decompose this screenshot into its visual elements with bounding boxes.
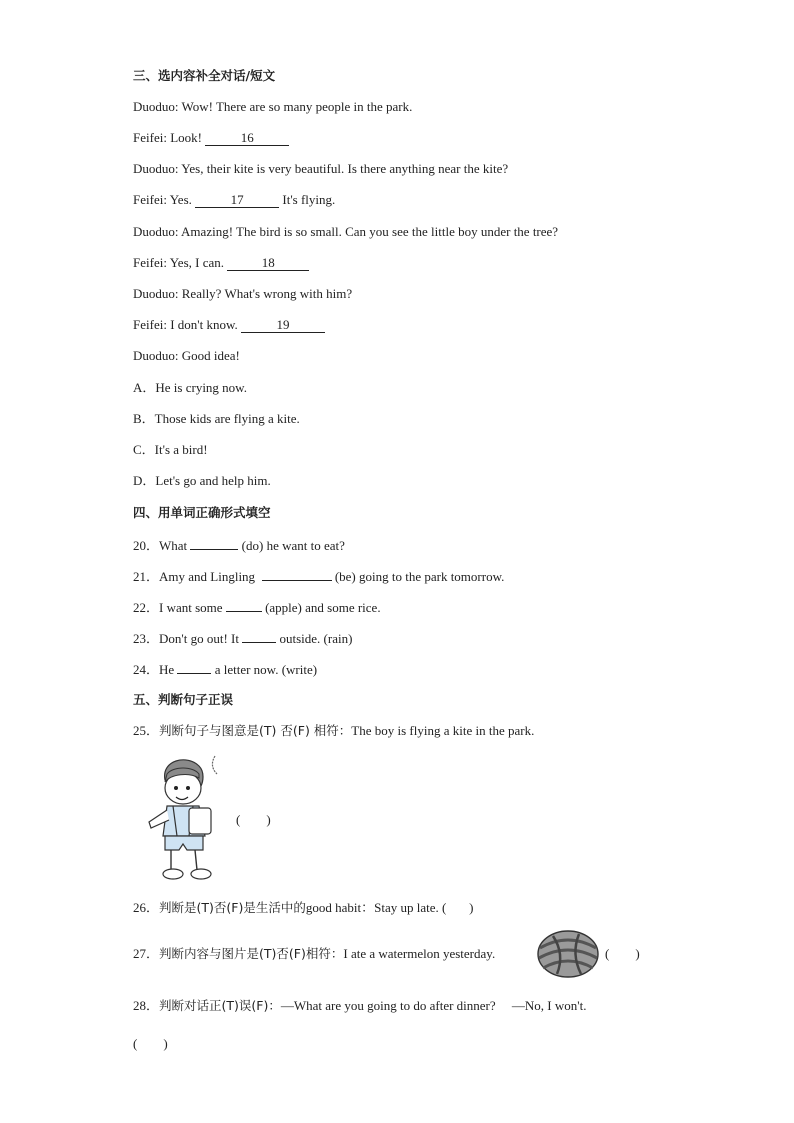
dialogue-line-9: Duoduo: Good idea!	[133, 348, 240, 363]
watermelon-illustration	[535, 928, 601, 980]
question-24: 24．He a letter now. (write)	[133, 662, 318, 677]
dialogue-line-4: Feifei: Yes. 17 It's flying.	[133, 192, 336, 207]
answer-blank-21[interactable]	[262, 567, 332, 581]
option-d: D．Let's go and help him.	[133, 473, 271, 488]
question-21: 21．Amy and Lingling (be) going to the park tomorrow.	[133, 569, 505, 584]
answer-paren-26[interactable]: )	[469, 900, 474, 915]
blank-16[interactable]: 16	[205, 131, 289, 146]
dialogue-line-1: Duoduo: Wow! There are so many people in the park.	[133, 99, 413, 114]
question-28: 28．判断对话正(T)误(F)：—What are you going to do after dinner? —No, I won't.	[133, 998, 587, 1013]
dialogue-line-5: Duoduo: Amazing! The bird is so small. Can you see the little boy under the tree?	[133, 224, 559, 239]
answer-blank-23[interactable]	[242, 629, 276, 643]
section-3-title: 三、选内容补全对话/短文	[133, 68, 276, 83]
question-23: 23．Don't go out! It outside. (rain)	[133, 631, 353, 646]
option-c: C．It's a bird!	[133, 442, 208, 457]
question-25: 25．判断句子与图意是(T) 否(F) 相符：The boy is flying a kite in the park.	[133, 723, 535, 738]
question-27: 27．判断内容与图片是(T)否(F)相符：I ate a watermelon yesterday.	[133, 946, 496, 961]
answer-blank-22[interactable]	[226, 598, 262, 612]
option-a: A．He is crying now.	[133, 380, 247, 395]
dialogue-line-6: Feifei: Yes, I can. 18	[133, 255, 309, 271]
answer-blank-20[interactable]	[190, 536, 238, 550]
answer-paren-27[interactable]: ( )	[605, 946, 640, 961]
option-b: B．Those kids are flying a kite.	[133, 411, 300, 426]
answer-blank-24[interactable]	[177, 660, 211, 674]
section-5-title: 五、判断句子正误	[133, 692, 234, 707]
question-22: 22．I want some (apple) and some rice.	[133, 600, 381, 615]
blank-18[interactable]: 18	[227, 256, 309, 271]
answer-paren-28[interactable]: ( )	[133, 1036, 168, 1051]
dialogue-line-7: Duoduo: Really? What's wrong with him?	[133, 286, 353, 301]
blank-19[interactable]: 19	[241, 318, 325, 333]
boy-illustration	[143, 752, 227, 886]
question-26: 26．判断是(T)否(F)是生活中的good habit：Stay up late. ( )	[133, 900, 474, 915]
blank-17[interactable]: 17	[195, 193, 279, 208]
dialogue-line-2: Feifei: Look! 16	[133, 130, 289, 146]
dialogue-line-3: Duoduo: Yes, their kite is very beautiful. Is there anything near the kite?	[133, 161, 509, 176]
dialogue-line-8: Feifei: I don't know. 19	[133, 317, 325, 333]
answer-paren-25[interactable]: ( )	[236, 812, 271, 827]
question-20: 20．What (do) he want to eat?	[133, 538, 345, 553]
section-4-title: 四、用单词正确形式填空	[133, 505, 271, 520]
